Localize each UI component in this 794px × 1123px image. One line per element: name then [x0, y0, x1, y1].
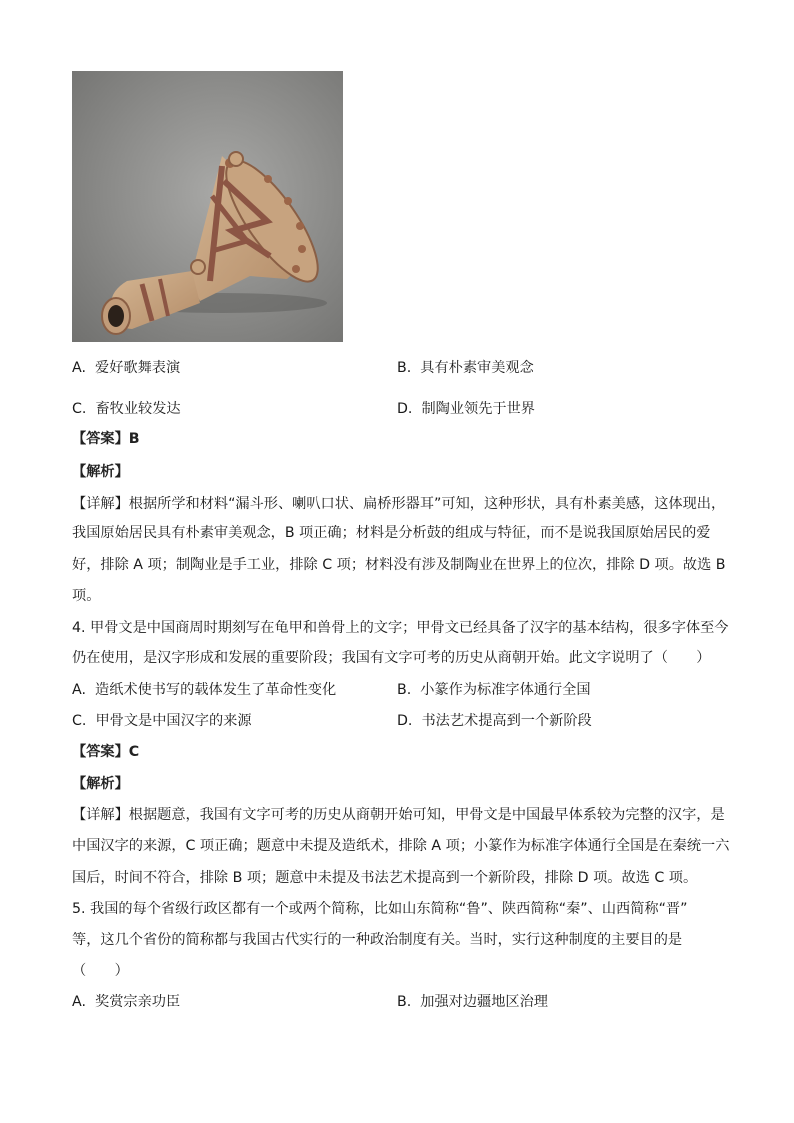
q3-detail-line: 【详解】根据所学和材料“漏斗形、喇叭口状、扁桥形器耳”可知，这种形状，具有朴素美感，这体现出，: [72, 496, 726, 512]
q5-option-a: [72, 992, 180, 1012]
option-letter: A.: [72, 994, 86, 1010]
q5-stem-line: 5. 我国的每个省级行政区都有一个或两个简称，比如山东简称“鲁”、陕西简称“秦”、山西简称“晋”: [72, 901, 688, 917]
q4-stem-line: 4. 甲骨文是中国商周时期刻写在龟甲和兽骨上的文字；甲骨文已经具备了汉字的基本结构，很多字体至今: [72, 620, 729, 636]
q4-detail-line: 国后，时间不符合，排除 B 项；题意中未提及书法艺术提高到一个新阶段，排除 D 项。故选 C 项。: [72, 870, 698, 886]
q4-analysis-label: 【解析】: [72, 776, 129, 792]
q3-answer: 【答案】B: [72, 431, 140, 447]
q4-option-d: [397, 711, 592, 731]
q3-option-c: [72, 399, 181, 419]
q4-detail-line: 中国汉字的来源，C 项正确；题意中未提及造纸术，排除 A 项；小篆作为标准字体通行全国是在秦统一六: [72, 838, 730, 854]
option-text: 甲骨文是中国汉字的来源: [95, 713, 252, 729]
option-text: 造纸术使书写的载体发生了革命性变化: [95, 682, 337, 698]
option-text: 具有朴素审美观念: [420, 360, 534, 376]
q5-stem-line: （ ）: [72, 963, 129, 979]
option-text: 小篆作为标准字体通行全国: [420, 682, 591, 698]
q3-detail-line: 项。: [72, 588, 101, 604]
option-letter: B.: [397, 360, 412, 376]
option-letter: B.: [397, 994, 412, 1010]
q4-stem-line: 仍在使用，是汉字形成和发展的重要阶段；我国有文字可考的历史从商朝开始。此文字说明了（ ）: [72, 650, 711, 666]
q5-stem-line: 等，这几个省份的简称都与我国古代实行的一种政治制度有关。当时，实行这种制度的主要目的是: [72, 932, 683, 948]
q4-detail-line: 【详解】根据题意，我国有文字可考的历史从商朝开始可知，甲骨文是中国最早体系较为完整的汉字，是: [72, 807, 725, 823]
option-text: 爱好歌舞表演: [95, 360, 181, 376]
option-letter: A.: [72, 682, 86, 698]
option-letter: C.: [72, 401, 87, 417]
q3-detail-line: 我国原始居民具有朴素审美观念，B 项正确；材料是分析鼓的组成与特征，而不是说我国原始居民的爱: [72, 525, 711, 541]
option-letter: D.: [397, 401, 413, 417]
q4-answer: 【答案】C: [72, 744, 140, 760]
option-text: 制陶业领先于世界: [421, 401, 535, 417]
option-text: 畜牧业较发达: [95, 401, 181, 417]
option-text: 加强对边疆地区治理: [420, 994, 548, 1010]
option-text: 奖赏宗亲功臣: [95, 994, 181, 1010]
option-letter: D.: [397, 713, 413, 729]
q5-option-b: [397, 992, 548, 1012]
q3-option-a: [72, 358, 180, 378]
option-letter: A.: [72, 360, 86, 376]
q3-option-b: [397, 358, 534, 378]
q4-option-c: [72, 711, 252, 731]
q3-detail-line: 好，排除 A 项；制陶业是手工业，排除 C 项；材料没有涉及制陶业在世界上的位次，排除 D 项。故选 B: [72, 557, 726, 573]
q4-option-a: [72, 680, 336, 700]
option-text: 书法艺术提高到一个新阶段: [421, 713, 592, 729]
option-letter: B.: [397, 682, 412, 698]
q4-option-b: [397, 680, 591, 700]
pottery-drum-image: [72, 71, 343, 342]
q3-analysis-label: 【解析】: [72, 464, 129, 480]
option-letter: C.: [72, 713, 87, 729]
q3-option-d: [397, 399, 535, 419]
